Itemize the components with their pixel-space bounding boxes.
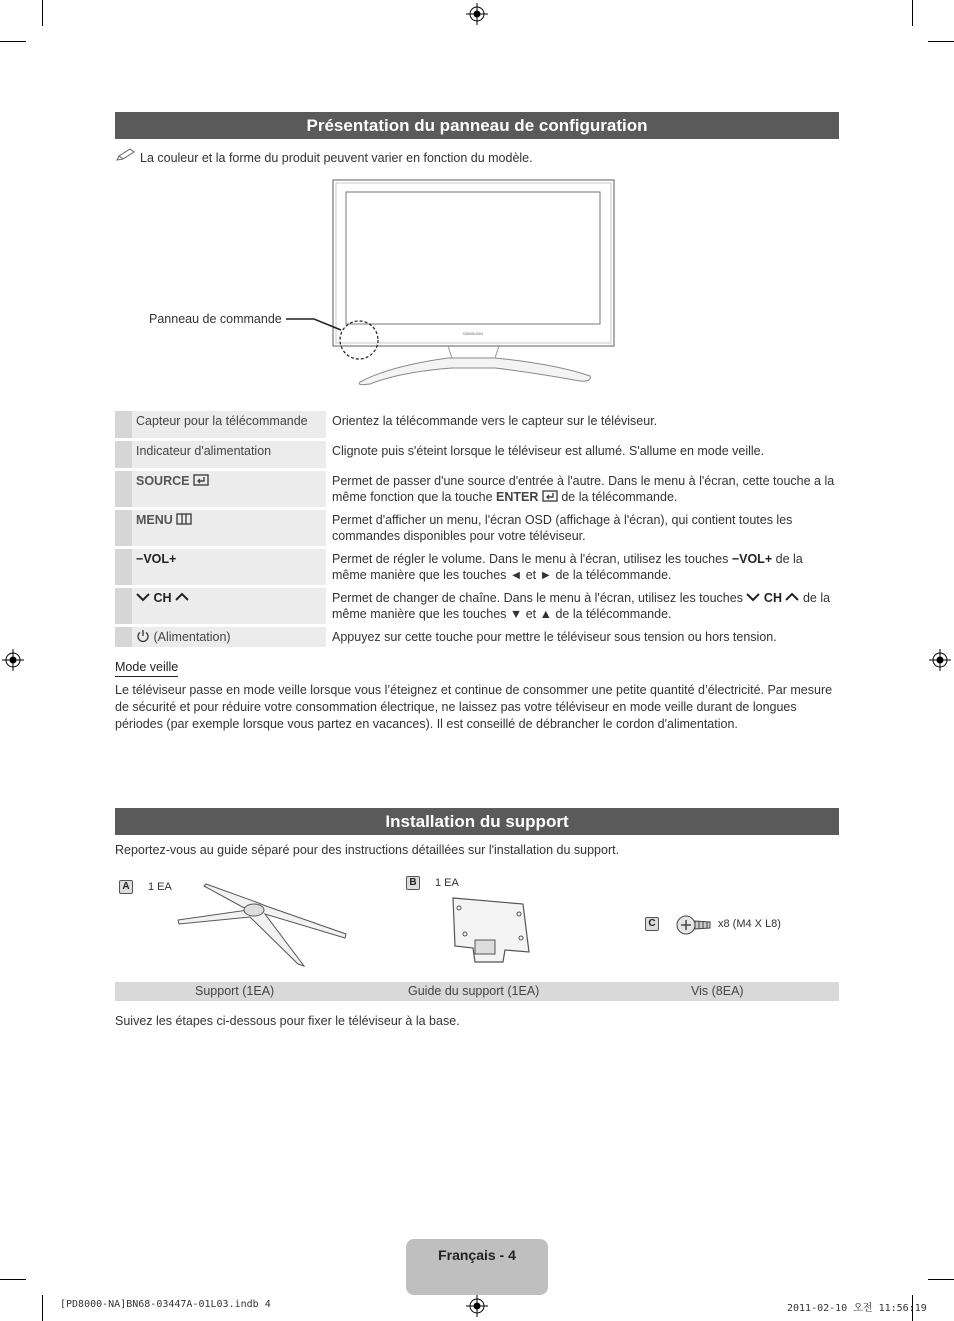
- chevron-up-icon: [175, 592, 189, 602]
- part-b-qty: 1 EA: [435, 877, 459, 889]
- standby-heading: Mode veille: [115, 660, 178, 677]
- tv-illustration: [330, 178, 620, 388]
- table-row: [115, 411, 839, 438]
- section-title-stand-install: Installation du support: [115, 808, 839, 835]
- crop-mark: [928, 41, 954, 42]
- row-marker: [115, 471, 132, 507]
- print-date-info: 2011-02-10 오전 11:56:19: [787, 1303, 927, 1314]
- plus-icon: +: [169, 552, 177, 566]
- table-row: [115, 627, 839, 647]
- row-marker: [115, 588, 132, 624]
- crop-mark: [0, 41, 26, 42]
- screw-icon: [676, 911, 712, 939]
- table-row: [115, 441, 839, 468]
- control-name: [132, 588, 326, 624]
- part-a-caption: Support (1EA): [195, 984, 275, 998]
- chevron-down-icon: [136, 592, 150, 602]
- menu-label: MENU: [136, 513, 173, 527]
- row-marker: [115, 411, 132, 438]
- enter-icon: [542, 490, 558, 502]
- section-title-control-panel: Présentation du panneau de configuration: [115, 112, 839, 139]
- crop-mark: [42, 1295, 43, 1321]
- chevron-down-icon: [746, 592, 760, 602]
- table-row: [115, 588, 839, 624]
- control-description: Permet de régler le volume. Dans le menu à l'écran, utilisez les touches −VOL+ de la même manière que les touches ◄ et ► de la télécommande.: [332, 552, 803, 582]
- stand-base-illustration: [170, 880, 350, 972]
- control-name: Capteur pour la télécommande: [132, 411, 326, 438]
- crop-mark: [912, 0, 913, 26]
- pencil-note-icon: [116, 148, 136, 162]
- registration-mark-icon: [929, 649, 951, 671]
- control-name: [132, 471, 326, 507]
- part-a-qty: 1 EA: [148, 881, 172, 893]
- menu-icon: [176, 513, 192, 525]
- control-description: Orientez la télécommande vers le capteur sur le téléviseur.: [332, 414, 658, 428]
- row-marker: [115, 627, 132, 647]
- minus-icon: −: [731, 552, 740, 566]
- registration-mark-icon: [2, 649, 24, 671]
- ch-label: CH: [153, 591, 172, 605]
- minus-icon: −: [136, 552, 144, 566]
- vol-key: −VOL+: [731, 552, 773, 566]
- part-c-caption: Vis (8EA): [691, 984, 744, 998]
- control-description: Permet d'afficher un menu, l'écran OSD (affichage à l'écran), qui contient toutes les commandes disponibles pour votre téléviseur.: [332, 513, 793, 543]
- part-a-badge: A: [119, 880, 133, 894]
- model-variation-note: La couleur et la forme du produit peuvent varier en fonction du modèle.: [140, 151, 533, 165]
- part-c-badge: C: [645, 917, 659, 931]
- print-file-info: [PD8000-NA]BN68-03447A-01L03.indb 4: [60, 1299, 271, 1310]
- control-description: Clignote puis s'éteint lorsque le téléviseur est allumé. S'allume en mode veille.: [332, 444, 765, 458]
- part-c-qty: x8 (M4 X L8): [718, 918, 781, 930]
- row-marker: [115, 549, 132, 585]
- power-label: (Alimentation): [153, 630, 231, 644]
- crop-mark: [928, 1279, 954, 1280]
- source-icon: [193, 474, 209, 486]
- control-name: [132, 510, 326, 546]
- row-marker: [115, 510, 132, 546]
- power-icon: [136, 629, 150, 643]
- control-description: Appuyez sur cette touche pour mettre le téléviseur sous tension ou hors tension.: [332, 630, 777, 644]
- part-b-caption: Guide du support (1EA): [408, 984, 540, 998]
- control-description: Permet de passer d'une source d'entrée à l'autre. Dans le menu à l'écran, cette touche a la même fonction que la touche ENTER de la télécommande.: [332, 474, 835, 504]
- tv-logo: SAMSUNG: [462, 331, 484, 336]
- control-description: Permet de changer de chaîne. Dans le menu à l'écran, utilisez les touches CH de la même manière que les touches ▼ et ▲ de la télécommande.: [332, 591, 831, 621]
- standby-paragraph: Le téléviseur passe en mode veille lorsque vous l’éteignez et continue de consommer une petite quantité d’électricité. Par mesure de sécurité et pour réduire votre consommation électrique, ne laissez pas votre téléviseur en mode veille durant de longues périodes (par exemple lorsque vous partez en vacances). Il est conseillé de débrancher le cordon d'alimentation.: [115, 683, 833, 731]
- callout-label-control-panel: Panneau de commande: [149, 312, 282, 326]
- enter-key-label: ENTER: [496, 490, 539, 504]
- stand-steps-note: Suivez les étapes ci-dessous pour fixer le téléviseur à la base.: [115, 1014, 460, 1028]
- chevron-up-icon: [785, 592, 799, 602]
- part-b-badge: B: [406, 876, 420, 890]
- callout-leader-line: [286, 312, 346, 332]
- crop-mark: [0, 1279, 26, 1280]
- control-name: [132, 627, 326, 647]
- control-name: [132, 549, 326, 585]
- registration-mark-icon: [466, 3, 488, 25]
- table-row: [115, 510, 839, 546]
- ch-key: CH: [763, 591, 782, 605]
- stand-guide-illustration: [445, 892, 540, 972]
- table-row: [115, 471, 839, 507]
- registration-mark-icon: [466, 1295, 488, 1317]
- stand-intro: Reportez-vous au guide séparé pour des instructions détaillées sur l'installation du support.: [115, 843, 620, 857]
- vol-label: VOL: [143, 552, 170, 566]
- source-label: SOURCE: [136, 474, 190, 488]
- table-row: [115, 549, 839, 585]
- row-marker: [115, 441, 132, 468]
- control-name: Indicateur d'alimentation: [132, 441, 326, 468]
- control-table: [115, 408, 839, 650]
- plus-icon: +: [764, 552, 773, 566]
- parts-caption-bar: [115, 982, 839, 1001]
- crop-mark: [42, 0, 43, 26]
- page-number-tab: Français - 4: [406, 1239, 548, 1295]
